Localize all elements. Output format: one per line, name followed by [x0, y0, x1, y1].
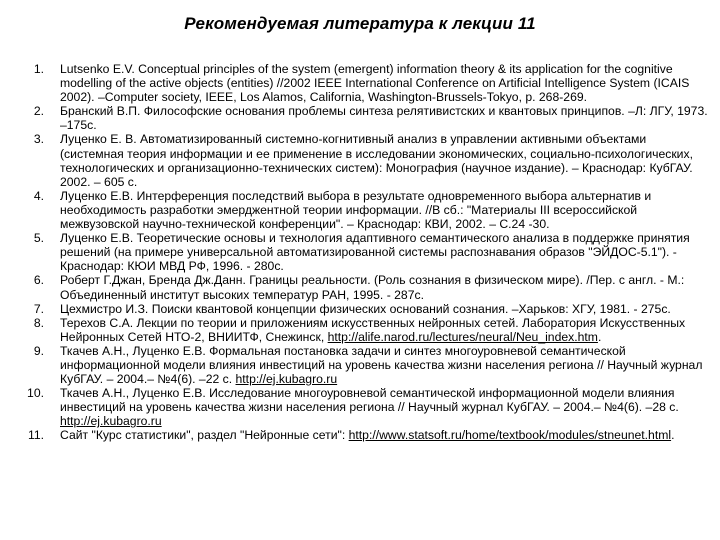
reference-link[interactable]: http://ej.kubagro.ru — [235, 372, 338, 387]
reference-item — [14, 316, 708, 344]
reference-text: Терехов С.А. Лекции по теории и приложениям искусственных нейронных сетей. Лаборатория Искусственных Нейронных Сетей НТО-2, ВНИИТФ, Снежинск, — [60, 315, 686, 344]
reference-text: Ткачев А.Н., Луценко Е.В. Формальная постановка задачи и синтез многоуровневой семантической информационной модели влияния инвестиций на уровень качества жизни населения региона // Научный журнал КубГАУ. – 2004.– №4(6). –22 с. — [60, 343, 703, 387]
reference-item — [14, 386, 708, 428]
reference-text: Lutsenko E.V. Conceptual principles of the system (emergent) information theory & its application for the cognitive modelling of the active objects (entities) //2002 IEEE International Conference on Artificial Intelligence System (ICAIS 2002). –Computer society, IEEE, Los Alamos, California, Washington-Brussels-Tokyo, p. 268-269. — [60, 62, 690, 105]
reference-item — [14, 132, 708, 188]
reference-text: Цехмистро И.З. Поиски квантовой концепции физических оснований сознания. –Харьков: ХГУ, 1981. - 275с. — [60, 301, 671, 316]
reference-text: Луценко Е.В. Теоретические основы и технология адаптивного семантического анализа в поддержке принятия решений (на примере универсальной автоматизированной системы распознавания образов "ЭЙДОС-5.1"). - Краснодар: КЮИ МВД РФ, 1996. - 280с. — [60, 231, 690, 274]
reference-text: Бранский В.П. Философские основания проблемы синтеза релятивистских и квантовых принципов. –Л: ЛГУ, 1973. –175с. — [60, 104, 708, 133]
reference-link[interactable]: http://alife.narod.ru/lectures/neural/Neu_index.htm — [327, 329, 598, 344]
reference-list — [14, 62, 708, 443]
reference-item — [14, 302, 708, 316]
reference-number: 2. — [33, 104, 44, 119]
reference-number: 9. — [33, 343, 44, 358]
reference-punctuation: . — [671, 428, 675, 443]
reference-item — [14, 231, 708, 273]
reference-item — [14, 62, 708, 104]
reference-item — [14, 273, 708, 301]
page-title: Рекомендуемая литература к лекции 11 — [184, 14, 536, 33]
reference-punctuation: . — [597, 329, 602, 344]
reference-item — [14, 428, 708, 442]
reference-link[interactable]: http://ej.kubagro.ru — [60, 414, 162, 429]
reference-number: 1. — [33, 62, 44, 76]
reference-text: Луценко Е. В. Автоматизированный системно-когнитивный анализ в управлении активными объектами (системная теория информации и ее применение в исследовании экономических, социально-психологических, технологических и организационно-технических систем): Монография (научное издание). – Краснодар: КубГАУ. 2002. – 605 с. — [60, 132, 693, 189]
reference-number: 4. — [33, 188, 44, 203]
reference-item — [14, 189, 708, 231]
reference-text: Ткачев А.Н., Луценко Е.В. Исследование многоуровневой семантической информационной модели влияния инвестиций на уровень качества жизни населения региона // Научный журнал КубГАУ. – 2004.– №4(6). –28 с. — [60, 386, 679, 415]
reference-item — [14, 104, 708, 132]
reference-number: 11. — [27, 428, 44, 443]
reference-number: 5. — [33, 231, 44, 246]
reference-text: Луценко Е.В. Интерференция последствий выбора в результате одновременного выбора альтернатив и необходимость разработки эмерджентной теории информации. //В сб.: "Материалы III всероссийской межвузовской научно-технической конференции". – Краснодар: КВИ, 2002. – С.24 -30. — [60, 188, 652, 232]
reference-number: 8. — [33, 315, 44, 330]
reference-number: 7. — [33, 301, 44, 316]
reference-link[interactable]: http://www.statsoft.ru/home/textbook/modules/stneunet.html — [348, 428, 672, 443]
reference-number: 10. — [27, 386, 44, 401]
reference-text: Сайт "Курс статистики", раздел "Нейронные сети": — [60, 428, 349, 443]
reference-text: Роберт Г.Джан, Бренда Дж.Данн. Границы реальности. (Роль сознания в физическом мире). /Пер. с англ. - М.: Объединенный институт высоких температур РАН, 1995. - 287с. — [60, 273, 685, 302]
reference-number: 3. — [33, 132, 44, 147]
reference-item — [14, 344, 708, 386]
reference-number: 6. — [33, 273, 44, 288]
